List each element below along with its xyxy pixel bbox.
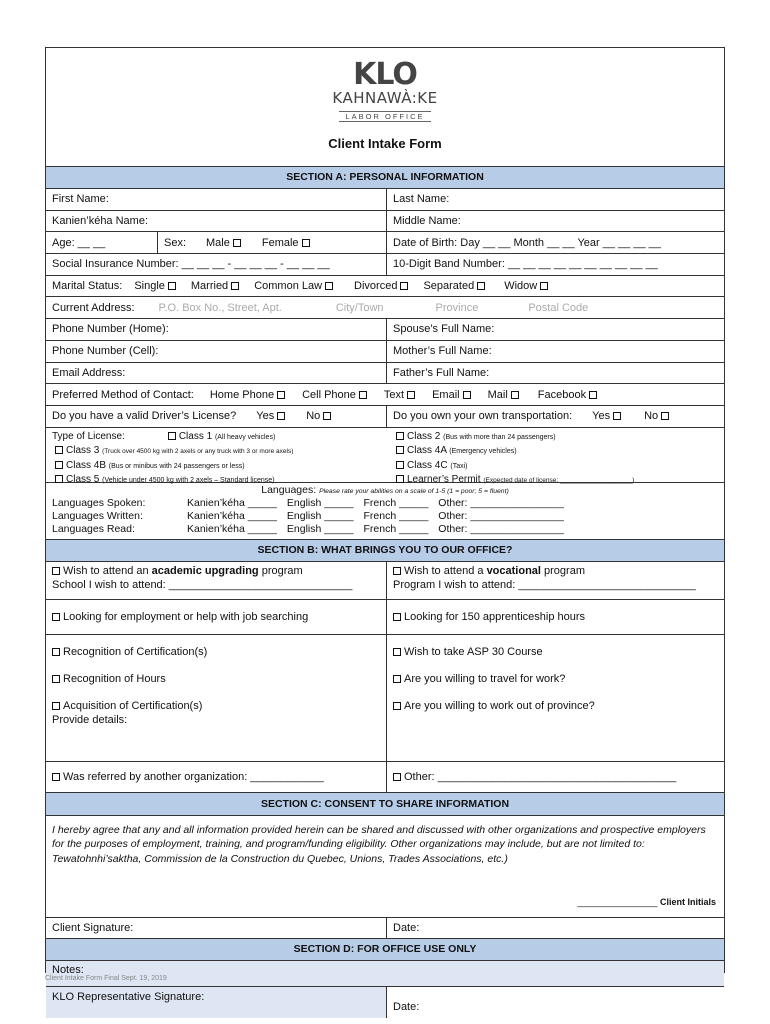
klo-logo [46, 57, 724, 124]
class2-note: (Bus with more than 24 passengers) [443, 433, 556, 441]
contact-label: Preferred Method of Contact: [52, 388, 194, 401]
class4c-checkbox[interactable] [396, 461, 404, 469]
current-address-field[interactable] [46, 297, 724, 318]
email-checkbox[interactable] [463, 391, 471, 399]
lang-row-written [52, 510, 574, 523]
license-row [46, 406, 724, 428]
academic-bold: academic upgrading [151, 564, 259, 577]
lang-kanienkeha-written[interactable]: Kanien’kéha _____ [187, 509, 277, 522]
employment-label: Looking for employment or help with job searching [63, 610, 309, 623]
contact-home-phone: Home Phone [209, 388, 275, 401]
preferred-contact [46, 384, 724, 405]
academic-text: Wish to attend an [63, 564, 149, 577]
upgrading-row [46, 562, 724, 600]
other-option [387, 762, 724, 792]
first-name-field[interactable]: First Name: [46, 189, 387, 210]
academic-upgrading-option [46, 562, 387, 599]
consent-block [46, 816, 724, 918]
class4c-label: Class 4C [407, 459, 448, 471]
signature-row [46, 918, 724, 940]
class4a-checkbox[interactable] [396, 446, 404, 454]
sex-label: Sex: [164, 236, 187, 249]
female-option: Female [261, 236, 299, 249]
phone-home-field[interactable]: Phone Number (Home): [46, 319, 387, 340]
lang-french-written[interactable]: French _____ [363, 509, 429, 522]
out-province-checkbox[interactable] [393, 702, 401, 710]
class4b-label: Class 4B [66, 459, 107, 471]
lang-other-read[interactable]: Other: ________________ [438, 522, 564, 535]
address-row [46, 297, 724, 319]
male-option: Male [206, 236, 230, 249]
travel-checkbox[interactable] [393, 675, 401, 683]
marital-status [46, 276, 724, 297]
travel-label: Are you willing to travel for work? [404, 672, 566, 685]
contact-row [46, 384, 724, 406]
lang-kanienkeha-read[interactable]: Kanien’kéha _____ [187, 522, 277, 535]
program-field[interactable]: Program I wish to attend: _____________________________ [393, 578, 696, 591]
languages-note: Please rate your abilities on a scale of 1-5 (1 = poor; 5 = fluent) [319, 487, 509, 495]
license-no-checkbox[interactable] [323, 412, 331, 420]
license-yes-checkbox[interactable] [277, 412, 285, 420]
facebook-checkbox[interactable] [589, 391, 597, 399]
employment-option [46, 600, 387, 634]
license-yes: Yes [256, 410, 275, 423]
certification-options-left [46, 635, 387, 761]
cell-phone-checkbox[interactable] [359, 391, 367, 399]
contact-text: Text [383, 388, 405, 401]
text-checkbox[interactable] [407, 391, 415, 399]
divorced-option: Divorced [354, 280, 398, 293]
email-field[interactable]: Email Address: [46, 363, 387, 384]
mail-checkbox[interactable] [511, 391, 519, 399]
transport-yes-checkbox[interactable] [613, 412, 621, 420]
rep-signature-field[interactable]: KLO Representative Signature: [46, 987, 387, 1018]
class3-checkbox[interactable] [55, 446, 63, 454]
rep-signature-row [46, 987, 724, 1018]
vocational-post: program [544, 564, 585, 577]
widow-checkbox[interactable] [540, 282, 548, 290]
recog-hours-label: Recognition of Hours [63, 672, 166, 685]
vocational-option [387, 562, 724, 599]
logo-subtitle: LABOR OFFICE [339, 111, 430, 122]
recog-cert-label: Recognition of Certification(s) [63, 645, 208, 658]
section-c-header: SECTION C: CONSENT TO SHARE INFORMATION [46, 793, 724, 816]
contact-cell-phone: Cell Phone [302, 388, 356, 401]
class4b-checkbox[interactable] [55, 461, 63, 469]
languages-table [52, 497, 574, 536]
class2-checkbox[interactable] [396, 432, 404, 440]
lang-french-spoken[interactable]: French _____ [363, 496, 429, 509]
lang-row-label: Languages Spoken: [52, 496, 146, 509]
apprentice-label: Looking for 150 apprenticeship hours [404, 610, 586, 623]
class4a-label: Class 4A [407, 445, 447, 457]
signature-date-field[interactable]: Date: [393, 921, 420, 934]
vocational-text: Wish to attend a [404, 564, 484, 577]
single-option: Single [134, 280, 165, 293]
name-row [46, 189, 724, 211]
dob-field[interactable]: Date of Birth: Day __ __ Month __ __ Year __ __ __ __ [393, 236, 661, 249]
female-checkbox[interactable] [302, 239, 310, 247]
lang-english-written[interactable]: English _____ [286, 509, 354, 522]
acquisition-label: Acquisition of Certification(s) [63, 699, 203, 712]
license-no: No [306, 410, 321, 423]
learner-label: Learner’s Permit [407, 474, 481, 486]
class4b-note: (Bus or minibus with 24 passengers or less) [108, 462, 245, 470]
class4a-note: (Emergency vehicles) [449, 448, 517, 456]
address-placeholder-street: P.O. Box No., Street, Apt. [158, 301, 282, 314]
separated-option: Separated [423, 280, 475, 293]
marital-label: Marital Status: [52, 280, 123, 293]
class5-label: Class 5 [66, 474, 100, 486]
class1-label: Class 1 [178, 430, 213, 442]
languages-title: Languages: [261, 483, 317, 496]
kanienkeha-row [46, 211, 724, 233]
transport-no-checkbox[interactable] [661, 412, 669, 420]
out-province-label: Are you willing to work out of province? [404, 699, 595, 712]
license-question [46, 406, 387, 427]
provide-details-field[interactable]: Provide details: [52, 713, 128, 726]
spouse-name-field[interactable]: Spouse’s Full Name: [393, 323, 495, 336]
section-a-header: SECTION A: PERSONAL INFORMATION [46, 167, 724, 189]
home-phone-checkbox[interactable] [277, 391, 285, 399]
vocational-bold: vocational [486, 564, 541, 577]
lang-english-read[interactable]: English _____ [286, 522, 354, 535]
rep-date-field[interactable]: Date: [387, 987, 724, 1018]
client-signature-field[interactable]: Client Signature: [46, 918, 387, 939]
license-type-label: Type of License: [52, 430, 125, 442]
contact-email: Email [432, 388, 460, 401]
single-checkbox[interactable] [168, 282, 176, 290]
lang-other-written[interactable]: Other: ________________ [438, 509, 564, 522]
license-types-left [46, 428, 387, 486]
license-question-label: Do you have a valid Driver’s License? [52, 410, 237, 423]
initials-line: ________________ [577, 897, 658, 908]
vocational-checkbox[interactable] [393, 567, 401, 575]
class1-checkbox[interactable] [168, 432, 176, 440]
contact-mail: Mail [487, 388, 508, 401]
license-types-right [387, 428, 724, 486]
asp-label: Wish to take ASP 30 Course [404, 645, 543, 658]
academic-post: program [261, 564, 303, 577]
learner-note: (Expected date of license: ____________________) [483, 477, 635, 485]
class4c-note: (Taxi) [450, 462, 468, 470]
sex-field [158, 232, 387, 253]
father-name-field[interactable]: Father’s Full Name: [393, 366, 490, 379]
lang-row-spoken [52, 497, 574, 510]
employment-checkbox[interactable] [52, 613, 60, 621]
apprentice-checkbox[interactable] [393, 613, 401, 621]
lang-other-spoken[interactable]: Other: ________________ [438, 496, 564, 509]
male-checkbox[interactable] [233, 239, 241, 247]
marital-row [46, 276, 724, 298]
transport-question-label: Do you own your own transportation: [393, 410, 573, 423]
widow-option: Widow [504, 280, 538, 293]
notes-field[interactable]: Notes: [46, 961, 724, 987]
school-field[interactable]: School I wish to attend: ______________________________ [52, 578, 353, 591]
recog-hours-checkbox[interactable] [52, 675, 60, 683]
apprentice-option [387, 600, 724, 634]
phone-cell-field[interactable]: Phone Number (Cell): [46, 341, 387, 362]
other-checkbox[interactable] [393, 773, 401, 781]
mother-name-field[interactable]: Mother’s Full Name: [393, 345, 492, 358]
class5-note: (Vehicle under 4500 kg with 2 axels – Standard license) [102, 477, 275, 485]
divorced-checkbox[interactable] [400, 282, 408, 290]
address-placeholder-postal: Postal Code [528, 301, 589, 314]
phone-home-row [46, 319, 724, 341]
class3-label: Class 3 [66, 445, 100, 457]
client-initials[interactable] [577, 895, 716, 910]
separated-checkbox[interactable] [477, 282, 485, 290]
license-type-row [46, 428, 724, 486]
employment-row [46, 600, 724, 635]
married-checkbox[interactable] [231, 282, 239, 290]
form-title: Client Intake Form [328, 136, 442, 151]
initials-label: Client Initials [659, 897, 716, 908]
transport-no: No [644, 410, 659, 423]
age-field[interactable]: Age: __ __ [46, 232, 158, 253]
certification-row [46, 635, 724, 762]
asp-checkbox[interactable] [393, 648, 401, 656]
consent-text: I hereby agree that any and all information provided herein can be shared and discussed with other organizations and prospective employers for the purposes of employment, training, and program/funding eligibility. Other organizations may include, but are not limited to: Tewatohnhi’saktha, Commission de la Construction du Quebec, Unions, Trades Associations, etc.) [52, 823, 706, 865]
recog-cert-checkbox[interactable] [52, 648, 60, 656]
academic-checkbox[interactable] [52, 567, 60, 575]
section-b-header: SECTION B: WHAT BRINGS YOU TO OUR OFFICE? [46, 540, 724, 562]
transport-question [387, 406, 724, 427]
phone-cell-row [46, 341, 724, 363]
email-row [46, 363, 724, 385]
lang-kanienkeha-spoken[interactable]: Kanien’kéha _____ [187, 496, 277, 509]
logo-name: KAHNAWÀ:KE [332, 89, 438, 107]
common-law-option: Common Law [254, 280, 323, 293]
referred-checkbox[interactable] [52, 773, 60, 781]
lang-row-label: Languages Written: [52, 509, 143, 522]
band-number-field[interactable]: 10-Digit Band Number: __ __ __ __ __ __ __ __ __ __ [393, 258, 658, 271]
address-placeholder-province: Province [435, 301, 479, 314]
section-d-header: SECTION D: FOR OFFICE USE ONLY [46, 939, 724, 961]
class1-note: (All heavy vehicles) [214, 433, 276, 441]
logo-mark: KLO [353, 57, 417, 92]
sin-row [46, 254, 724, 276]
footer-note: Client Intake Form Final Sept. 19, 2019 [45, 975, 167, 982]
acquisition-checkbox[interactable] [52, 702, 60, 710]
lang-row-label: Languages Read: [52, 522, 135, 535]
contact-facebook: Facebook [537, 388, 587, 401]
kanienkeha-name-field[interactable]: Kanien’kéha Name: [46, 211, 387, 232]
lang-row-read [52, 523, 574, 536]
lang-french-read[interactable]: French _____ [363, 522, 429, 535]
common-law-checkbox[interactable] [325, 282, 333, 290]
class3-note: (Truck over 4500 kg with 2 axels or any truck with 3 or more axels) [102, 448, 294, 456]
referral-row [46, 762, 724, 793]
address-label: Current Address: [52, 301, 135, 314]
lang-english-spoken[interactable]: English _____ [286, 496, 354, 509]
address-placeholder-city: City/Town [335, 301, 384, 314]
form-header [46, 48, 724, 167]
other-label[interactable]: Other: _______________________________________ [404, 770, 677, 783]
last-name-field[interactable]: Last Name: [393, 193, 450, 206]
class2-label: Class 2 [407, 430, 441, 442]
transport-yes: Yes [592, 410, 611, 423]
middle-name-field[interactable]: Middle Name: [393, 215, 461, 228]
certification-options-right [387, 635, 724, 761]
married-option: Married [190, 280, 229, 293]
languages-block [46, 483, 724, 540]
referred-option [46, 762, 387, 792]
sin-field[interactable]: Social Insurance Number: __ __ __ - __ __ __ - __ __ __ [46, 254, 387, 275]
age-row [46, 232, 724, 254]
referred-label[interactable]: Was referred by another organization: ____________ [63, 770, 324, 783]
